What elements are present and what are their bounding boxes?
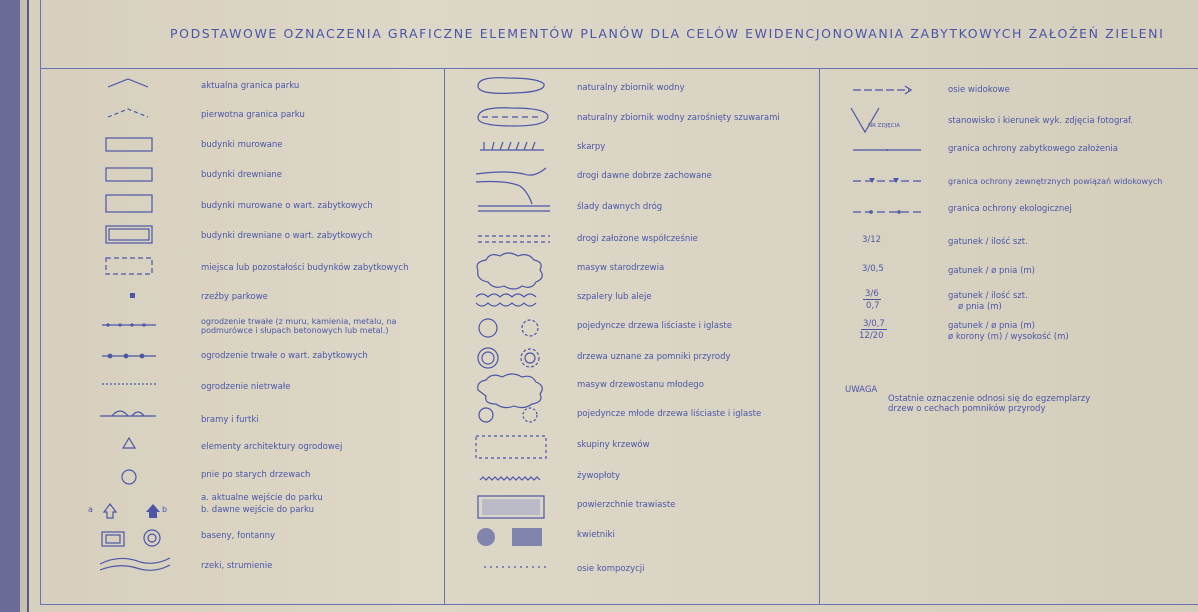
current-entrance-arrow-icon [104, 504, 116, 518]
legend-label-masonry-buildings: budynki murowane [201, 140, 283, 150]
old-tree-mass-symbol [477, 253, 542, 289]
tree-stump-symbol [122, 470, 136, 484]
legend-label-historic-wooden: budynki drewniane o wart. zabytkowych [201, 231, 373, 241]
historic-wooden-building-symbol [109, 229, 149, 240]
escarpment-symbol [480, 142, 544, 150]
garden-architecture-symbol [123, 438, 135, 448]
column2-symbols [470, 70, 560, 610]
young-tree-symbol [523, 408, 537, 422]
legend-label-sculptures: rzeźby parkowe [201, 292, 268, 302]
legend-label-reed-reservoir: naturalny zbiornik wodny zarośnięty szuwarami [577, 113, 780, 123]
masonry-building-symbol [106, 138, 152, 151]
legend-label-fence-line1: ogrodzenie trwałe (z muru, kamienia, metalu, na [201, 317, 397, 326]
water-reservoir-symbol [478, 78, 544, 94]
legend-label-current-entrance: a. aktualne wejście do parku [201, 493, 323, 503]
column-divider-2 [819, 68, 820, 604]
legend-label-protection-boundary: granica ochrony zabytkowego założenia [948, 144, 1118, 154]
legend-label-garden-architecture: elementy architektury ogrodowej [201, 442, 343, 452]
legend-label-crown-height: ø korony (m) / wysokość (m) [948, 332, 1069, 342]
binding-edge [27, 0, 29, 612]
hedge-symbol [480, 477, 540, 480]
species-count-trunk-symbol: 3/6 [865, 289, 879, 299]
entrance-b-label: b [162, 505, 168, 514]
building-remains-symbol [106, 258, 152, 274]
legend-label-species-trunk: gatunek / ø pnia (m) [948, 266, 1036, 276]
legend-label-original-boundary: pierwotna granica parku [201, 110, 305, 120]
legend-label-single-trees: pojedyncze drzewa liściaste i iglaste [577, 321, 732, 331]
legend-label-old-roads: drogi dawne dobrze zachowane [577, 171, 712, 181]
binding-strip-light [20, 0, 27, 612]
sculpture-symbol [130, 293, 135, 298]
legend-label-old-tree-mass: masyw starodrzewia [577, 263, 665, 273]
legend-label-rivers: rzeki, strumienie [201, 561, 273, 571]
legend-label-building-remains: miejsca lub pozostałości budynków zabytkowych [201, 263, 409, 273]
photo-number-note: NR ZDJĘCIA [868, 123, 901, 129]
legend-label-stumps: pnie po starych drzewach [201, 470, 311, 480]
former-entrance-arrow-icon [146, 504, 160, 518]
legend-label-gates: bramy i furtki [201, 415, 259, 425]
fountain-symbol [148, 534, 156, 542]
species-trunk-crown-symbol: 3/0,7 [863, 319, 885, 329]
legend-label-young-tree-mass: masyw drzewostanu młodego [577, 380, 704, 390]
legend-label-trunk-2: ø pnia (m) [958, 302, 1002, 312]
current-park-boundary-symbol [108, 79, 148, 87]
historic-masonry-building-symbol [106, 195, 152, 212]
legend-label-road-traces: ślady dawnych dróg [577, 202, 663, 212]
entrance-a-label: a [88, 505, 93, 514]
legend-label-lawns: powierzchnie trawiaste [577, 500, 676, 510]
old-road-symbol [476, 168, 546, 204]
legend-label-view-protection: granica ochrony zewnętrznych powiązań widokowych [948, 177, 1163, 186]
legend-label-flowerbeds: kwietniki [577, 530, 615, 540]
legend-label-ecological-protection: granica ochrony ekologicznej [948, 204, 1072, 214]
legend-label-shrub-groups: skupiny krzewów [577, 440, 650, 450]
legend-label-modern-roads: drogi założone współcześnie [577, 234, 698, 244]
legend-label-young-trees: pojedyncze młode drzewa liściaste i iglaste [577, 409, 762, 419]
wooden-building-symbol [106, 168, 152, 181]
legend-label-former-entrance: b. dawne wejście do parku [201, 505, 315, 515]
note-text-line1: Ostatnie oznaczenie odnosi się do egzemplarzy [888, 394, 1091, 404]
legend-label-view-axes: osie widokowe [948, 85, 1010, 95]
column1-symbols [90, 70, 170, 610]
alley-symbol [476, 294, 536, 306]
legend-label-escarpments: skarpy [577, 142, 606, 152]
legend-label-wooden-buildings: budynki drewniane [201, 170, 283, 180]
legend-label-temporary-fence: ogrodzenie nietrwałe [201, 382, 291, 392]
species-trunk-symbol: 3/0,5 [862, 264, 884, 274]
legend-label-historic-fence: ogrodzenie trwałe o wart. zabytkowych [201, 351, 368, 361]
legend-label-species-count: gatunek / ilość szt. [948, 237, 1028, 247]
legend-label-current-boundary: aktualna granica parku [201, 81, 300, 91]
shrub-group-symbol [476, 436, 546, 458]
legend-label-species-trunk-2: gatunek / ø pnia (m) [948, 321, 1036, 331]
flowerbed-symbol [512, 528, 542, 546]
river-symbol [100, 558, 170, 570]
legend-label-alleys: szpalery lub aleje [577, 292, 652, 302]
legend-label-composition-axes: osie kompozycji [577, 564, 645, 574]
legend-label-monument-trees: drzewa uznane za pomniki przyrody [577, 352, 731, 362]
legend-label-water-reservoir: naturalny zbiornik wodny [577, 83, 685, 93]
legend-label-photo-station: stanowisko i kierunek wyk. zdjęcia fotograf. [948, 116, 1134, 126]
trunk-value-symbol: 0,7 [866, 301, 880, 311]
column-divider-1 [444, 68, 445, 604]
young-tree-mass-symbol [478, 374, 543, 408]
gate-symbol [112, 411, 144, 416]
column3-symbols [845, 70, 925, 270]
legend-label-hedges: żywopłoty [577, 471, 621, 481]
note-text-line2: drzew o cechach pomników przyrody [888, 404, 1046, 414]
title-divider [40, 68, 1198, 69]
monument-tree-symbol [525, 353, 535, 363]
legend-label-species-count-2: gatunek / ilość szt. [948, 291, 1028, 301]
crown-height-symbol: 12/20 [859, 331, 884, 341]
note-title: UWAGA [845, 385, 878, 395]
binding-strip [0, 0, 20, 612]
legend-label-fence-line2: podmurówce i słupach betonowych lub metal.) [201, 326, 389, 335]
species-count-symbol: 3/12 [862, 235, 882, 245]
single-tree-symbol [522, 320, 538, 336]
lawn-symbol [482, 499, 540, 515]
legend-label-pools: baseny, fontanny [201, 531, 276, 541]
original-park-boundary-symbol [108, 109, 148, 117]
legend-title: PODSTAWOWE OZNACZENIA GRAFICZNE ELEMENTÓW PLANÓW DLA CELÓW EWIDENCJONOWANIA ZABYTKOWYCH ZAŁOŻEŃ ZIELENI [170, 26, 1165, 41]
legend-label-historic-masonry: budynki murowane o wart. zabytkowych [201, 201, 373, 211]
